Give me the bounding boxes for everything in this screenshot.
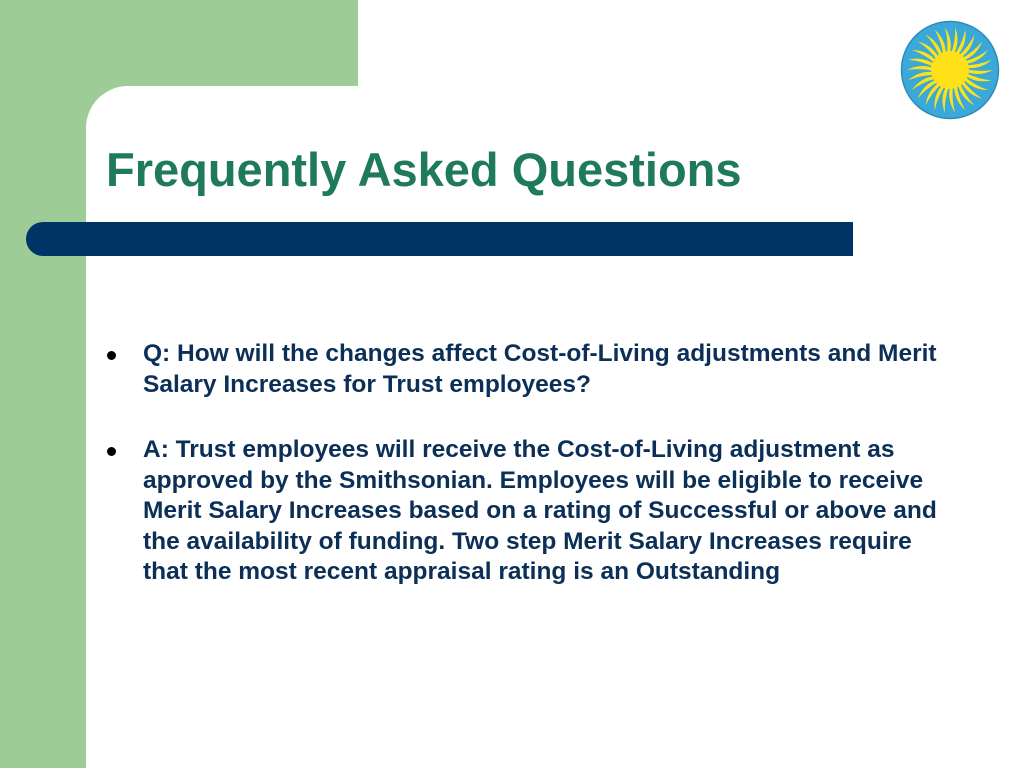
question-text: Q: How will the changes affect Cost-of-Living adjustments and Merit Salary Increases for Trust employees?: [143, 340, 937, 398]
answer-bullet: [106, 435, 946, 588]
sun-logo-core: [931, 51, 969, 89]
bullet-list: [106, 339, 946, 623]
bullet-dot: [107, 351, 116, 360]
question-bullet: [106, 339, 946, 400]
smithsonian-sun-icon: [900, 20, 1000, 120]
bullet-dot: [107, 447, 116, 456]
title-underline-bar: [26, 222, 853, 256]
answer-text: A: Trust employees will receive the Cost-of-Living adjustment as approved by the Smithsonian. Employees will be eligible to receive Merit Salary Increases based on a rating of Successful or above and the availability of funding. Two step Merit Salary Increases require that the most recent appraisal rating is an Outstanding: [143, 436, 937, 585]
page-title: Frequently Asked Questions: [106, 143, 742, 196]
